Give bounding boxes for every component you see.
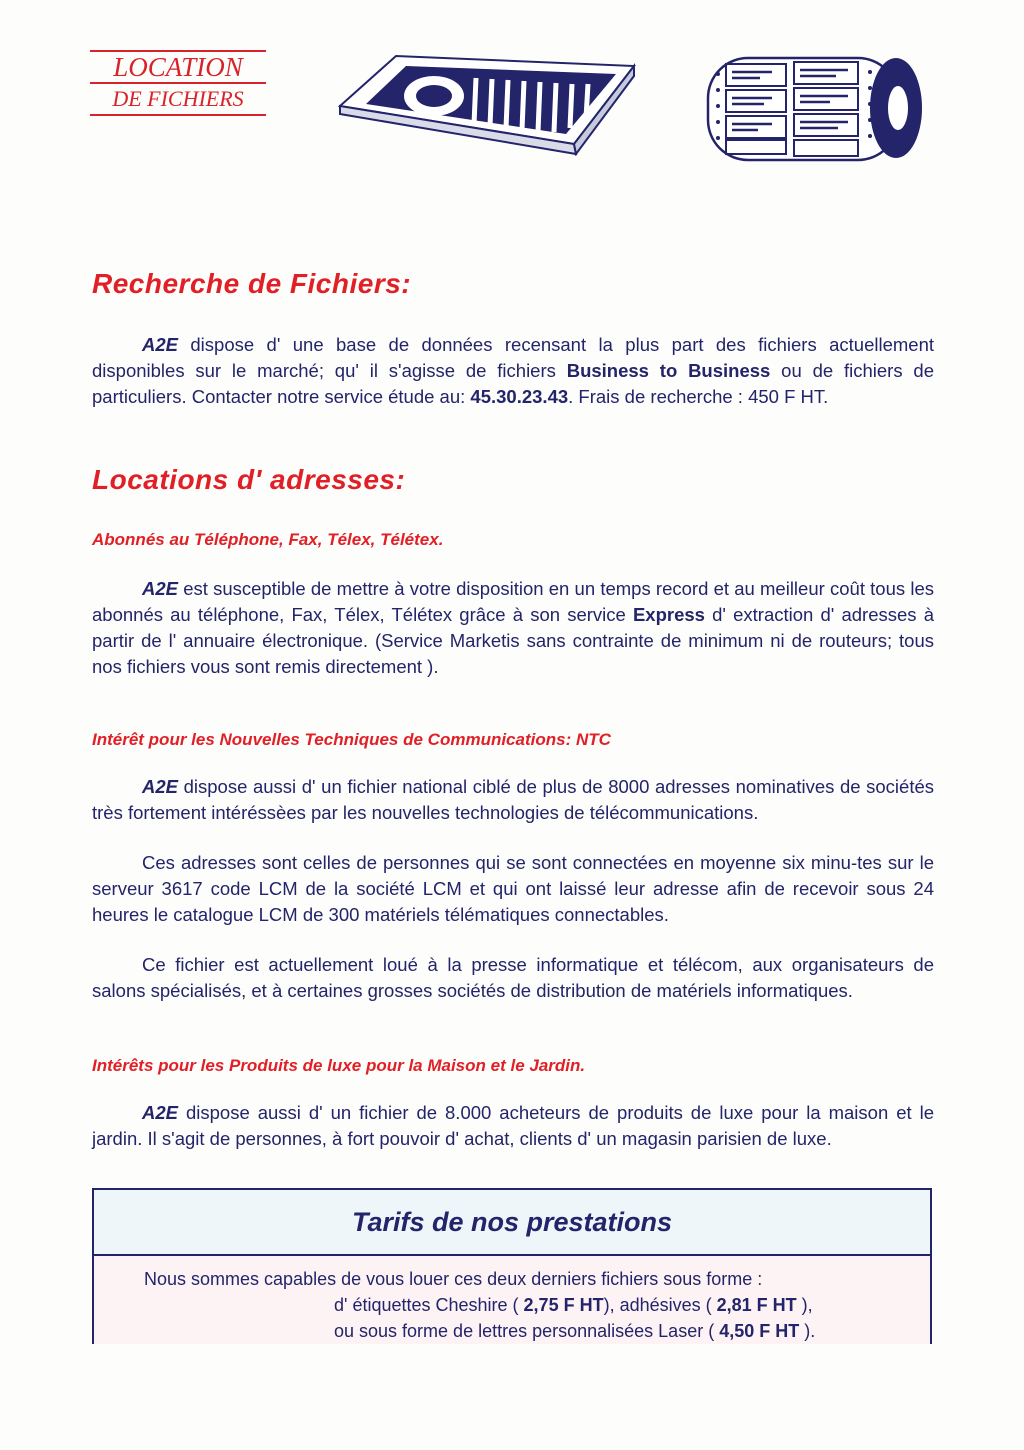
ntc-text-1: dispose aussi d' un fichier national ciblé de plus de 8000 adresses nominatives de sociétés très fortement intéréssèes par les nouvelles technologies de télécommunications. — [92, 776, 934, 823]
a2e-label: A2E — [142, 1102, 178, 1123]
express-label: Express — [632, 604, 705, 625]
header-line-2: DE FICHIERS — [112, 86, 244, 111]
luxe-paragraph — [92, 1100, 934, 1152]
a2e-label: A2E — [142, 334, 178, 355]
tarifs-line-3 — [144, 1318, 930, 1344]
tarifs-header — [94, 1190, 930, 1256]
tarifs-line-2-text-a: d' étiquettes Cheshire ( — [334, 1295, 524, 1315]
price-cheshire: 2,75 F HT — [523, 1295, 604, 1315]
ntc-paragraph-2: Ces adresses sont celles de personnes qui se sont connectées en moyenne six minu-tes sur le serveur 3617 code LCM de la société LCM et qui ont laissé leur adresse afin de recevoir sous 24 heures le catalogue LCM de 300 matériels télématiques connectables. — [92, 852, 934, 925]
recherche-heading: Recherche de Fichiers: — [92, 268, 412, 299]
recherche-text-1: dispose d' une base de données recensant la plus part des fichiers actuellement disponibles sur le marché; qu' il s'agisse de fichiers — [92, 334, 934, 381]
ntc-subheading: Intérêt pour les Nouvelles Techniques de Communications: NTC — [92, 730, 611, 749]
file-tray-icon — [336, 48, 638, 156]
abonnes-paragraph — [92, 576, 934, 680]
tarifs-line-2 — [144, 1292, 930, 1318]
recherche-text-2: ou de fichiers de particuliers. Contacter notre service étude au: — [92, 360, 934, 407]
tarifs-line-3-text-a: ou sous forme de lettres personnalisées Laser ( — [334, 1321, 720, 1341]
tarifs-body — [94, 1256, 930, 1344]
a2e-label: A2E — [142, 578, 178, 599]
luxe-text-1: dispose aussi d' un fichier de 8.000 acheteurs de produits de luxe pour la maison et le jardin. Il s'agit de personnes, à fort pouvoir d' achat, clients d' un magasin parisien de luxe. — [92, 1102, 934, 1149]
tarifs-box — [92, 1188, 932, 1344]
tarifs-line-2-text-b: ), adhésives ( — [603, 1295, 717, 1315]
recherche-text-3: . Frais de recherche : 450 F HT. — [568, 386, 829, 407]
label-roll-icon — [700, 50, 926, 168]
recherche-paragraph — [92, 332, 934, 410]
header-line-1: LOCATION — [113, 52, 243, 82]
locations-heading: Locations d' adresses: — [92, 464, 406, 495]
tarifs-line-2-text-c: ), — [796, 1295, 813, 1315]
phone-number: 45.30.23.43 — [470, 386, 569, 407]
tarifs-line-3-text-b: ). — [799, 1321, 816, 1341]
ntc-paragraph-1 — [92, 774, 934, 826]
header-title — [88, 50, 268, 116]
title-rule-bottom — [90, 114, 266, 116]
abonnes-text-1: est susceptible de mettre à votre disposition en un temps record et au meilleur coût tous les abonnés au téléphone, Fax, Télex, Télétex grâce à son service — [92, 578, 934, 625]
abonnes-text-2: d' extraction d' adresses à partir de l' annuaire électronique. (Service Marketis sans contrainte de minimum ni de routeurs; tous nos fichiers vous sont remis directement ). — [92, 604, 934, 677]
business-to-business: Business to Business — [566, 360, 771, 381]
tarifs-line-1: Nous sommes capables de vous louer ces deux derniers fichiers sous forme : — [144, 1269, 763, 1289]
ntc-paragraph-3: Ce fichier est actuellement loué à la presse informatique et télécom, aux organisateurs de salons spécialisés, et à certaines grosses sociétés de distribution de matériels informatiques. — [92, 954, 934, 1001]
abonnes-subheading: Abonnés au Téléphone, Fax, Télex, Télétex. — [92, 530, 444, 549]
a2e-label: A2E — [142, 776, 178, 797]
luxe-subheading: Intérêts pour les Produits de luxe pour la Maison et le Jardin. — [92, 1056, 586, 1075]
tarifs-title: Tarifs de nos prestations — [351, 1206, 673, 1237]
price-laser: 4,50 F HT — [719, 1321, 800, 1341]
price-adhesives: 2,81 F HT — [716, 1295, 797, 1315]
